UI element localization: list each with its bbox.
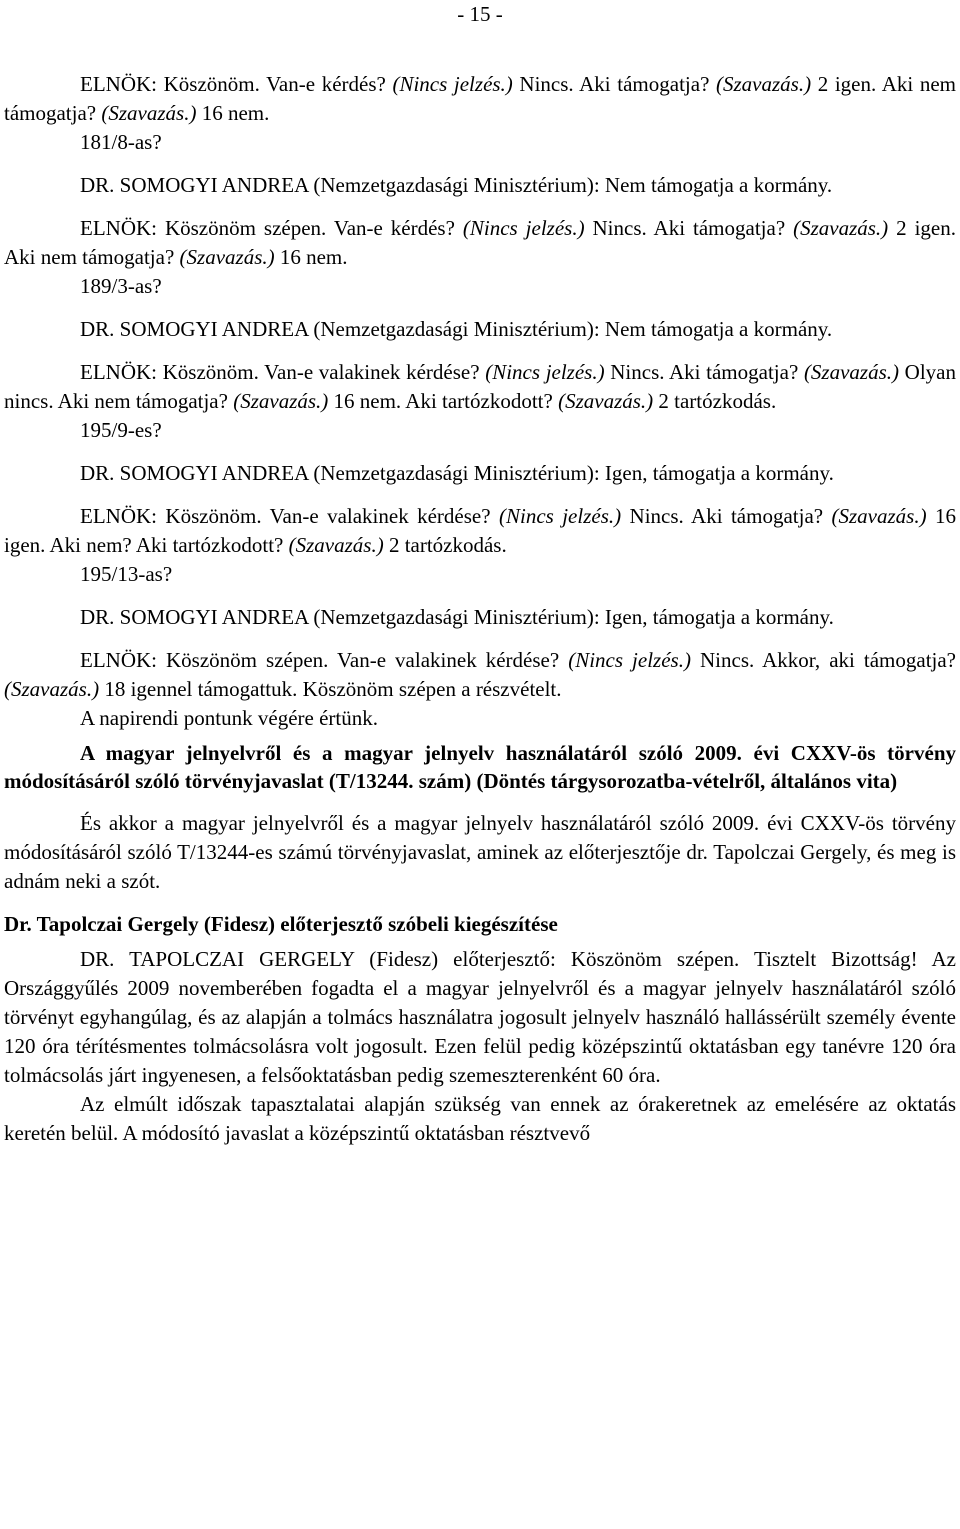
paragraph-spacer [4,157,956,171]
text-run: DR. SOMOGYI ANDREA (Nemzetgazdasági Minisztérium): Nem támogatja a kormány. [80,173,833,197]
text-run: DR. SOMOGYI ANDREA (Nemzetgazdasági Minisztérium): Igen, támogatja a kormány. [80,605,834,629]
text-run: 181/8-as? [80,130,162,154]
italic-remark: (Nincs jelzés.) [392,72,513,96]
text-run: ELNÖK: Köszönöm. Van-e valakinek kérdése? [80,504,499,528]
section-heading [4,910,956,939]
text-run: És akkor a magyar jelnyelvről és a magyar jelnyelv használatáról szóló 2009. évi CXXV-ös törvény módosításáról szóló T/13244-es számú törvényjavaslat, aminek az előterjesztője dr. Tapolczai Gergely, és meg is adnám neki a szót. [4,811,956,893]
text-run: Az elmúlt időszak tapasztalatai alapján szükség van ennek az órakeretnek az emelésére az oktatás keretén belül. A módosító javaslat a középszintű oktatásban résztvevő [4,1092,956,1145]
transcript-paragraph [4,272,956,301]
italic-remark: (Szavazás.) [831,504,927,528]
transcript-paragraph [4,646,956,704]
italic-remark: (Nincs jelzés.) [462,216,585,240]
text-run: Nincs. Akkor, aki támogatja? [690,648,956,672]
text-run: 195/13-as? [80,562,173,586]
text-run: ELNÖK: Köszönöm. Van-e valakinek kérdése? [80,360,486,384]
transcript-paragraph [4,358,956,416]
transcript-paragraph [4,171,956,200]
transcript-paragraph [4,459,956,488]
text-run: Olyan nincs. Aki nem támogatja? [4,360,956,413]
text-run: Nincs. Aki támogatja? [512,72,717,96]
text-run: 195/9-es? [80,418,162,442]
text-run: Nincs. Aki támogatja? [584,216,794,240]
transcript-paragraph [4,603,956,632]
italic-remark: (Szavazás.) [793,216,889,240]
transcript-paragraph [4,945,956,1090]
transcript-paragraph [4,704,956,733]
text-run: DR. TAPOLCZAI GERGELY (Fidesz) előterjesztő: Köszönöm szépen. Tisztelt Bizottság! Az Országgyűlés 2009 novemberében fogadta el a magyar jelnyelvről és a magyar jelnyelv használatáról szóló törvényt egyhangúlag, és az alapján a tolmács használatra jogosult jelnyelv használó hallássérült személy évente 120 óra térítésmentes tolmácsolásra volt jogosult. Ezen felül pedig középszintű oktatásban egy tanévre 120 óra tolmácsolás járt ingyenesen, a felsőoktatásban pedig szemeszterenként 60 óra. [4,947,956,1087]
text-run: Nincs. Aki támogatja? [604,360,804,384]
paragraph-spacer [4,344,956,358]
transcript-paragraph [4,809,956,896]
italic-remark: (Szavazás.) [101,101,197,125]
transcript-paragraph [4,416,956,445]
text-run: DR. SOMOGYI ANDREA (Nemzetgazdasági Minisztérium): Igen, támogatja a kormány. [80,461,834,485]
italic-remark: (Szavazás.) [716,72,812,96]
italic-remark: (Szavazás.) [558,389,654,413]
text-run: A magyar jelnyelvről és a magyar jelnyelv használatáról szóló 2009. évi CXXV-ös törvény módosításáról szóló törvényjavaslat (T/13244. szám) (Döntés tárgysorozatba-vételről, általános vita) [4,741,956,793]
text-run: DR. SOMOGYI ANDREA (Nemzetgazdasági Minisztérium): Nem támogatja a kormány. [80,317,833,341]
italic-remark: (Szavazás.) [179,245,275,269]
transcript-paragraph [4,502,956,560]
text-run: Nincs. Aki támogatja? [621,504,832,528]
transcript-paragraph [4,214,956,272]
transcript-paragraph [4,128,956,157]
transcript-paragraph [4,560,956,589]
italic-remark: (Nincs jelzés.) [485,360,605,384]
paragraph-spacer [4,589,956,603]
transcript-paragraph [4,1090,956,1148]
italic-remark: (Nincs jelzés.) [568,648,691,672]
transcript-paragraph [4,315,956,344]
text-run: 16 igen. Aki nem? Aki tartózkodott? [4,504,957,557]
paragraph-spacer [4,632,956,646]
transcript-paragraph [4,70,956,128]
paragraph-spacer [4,200,956,214]
text-run: 16 nem. [274,245,348,269]
paragraph-spacer [4,301,956,315]
text-run: ELNÖK: Köszönöm szépen. Van-e kérdés? [80,216,463,240]
paragraph-spacer [4,445,956,459]
text-run: 2 tartózkodás. [383,533,507,557]
paragraph-spacer [4,488,956,502]
text-run: ELNÖK: Köszönöm szépen. Van-e valakinek kérdése? [80,648,569,672]
italic-remark: (Szavazás.) [4,677,100,701]
document-body [4,70,956,1148]
paragraph-spacer [4,795,956,809]
text-run: 16 nem. [196,101,270,125]
paragraph-spacer [4,896,956,910]
text-run: 189/3-as? [80,274,162,298]
italic-remark: (Szavazás.) [288,533,384,557]
italic-remark: (Szavazás.) [233,389,329,413]
text-run: ELNÖK: Köszönöm. Van-e kérdés? [80,72,393,96]
italic-remark: (Nincs jelzés.) [498,504,622,528]
text-run: 18 igennel támogattuk. Köszönöm szépen a részvételt. [99,677,562,701]
agenda-item-title [4,739,956,795]
page-number: - 15 - [457,2,503,26]
text-run: 2 igen. Aki nem támogatja? [4,216,956,269]
text-run: A napirendi pontunk végére értünk. [80,706,378,730]
text-run: 16 nem. Aki tartózkodott? [328,389,559,413]
text-run: 2 tartózkodás. [653,389,777,413]
italic-remark: (Szavazás.) [803,360,900,384]
text-run: Dr. Tapolczai Gergely (Fidesz) előterjesztő szóbeli kiegészítése [4,912,558,936]
text-run: 2 igen. Aki nem támogatja? [4,72,956,125]
